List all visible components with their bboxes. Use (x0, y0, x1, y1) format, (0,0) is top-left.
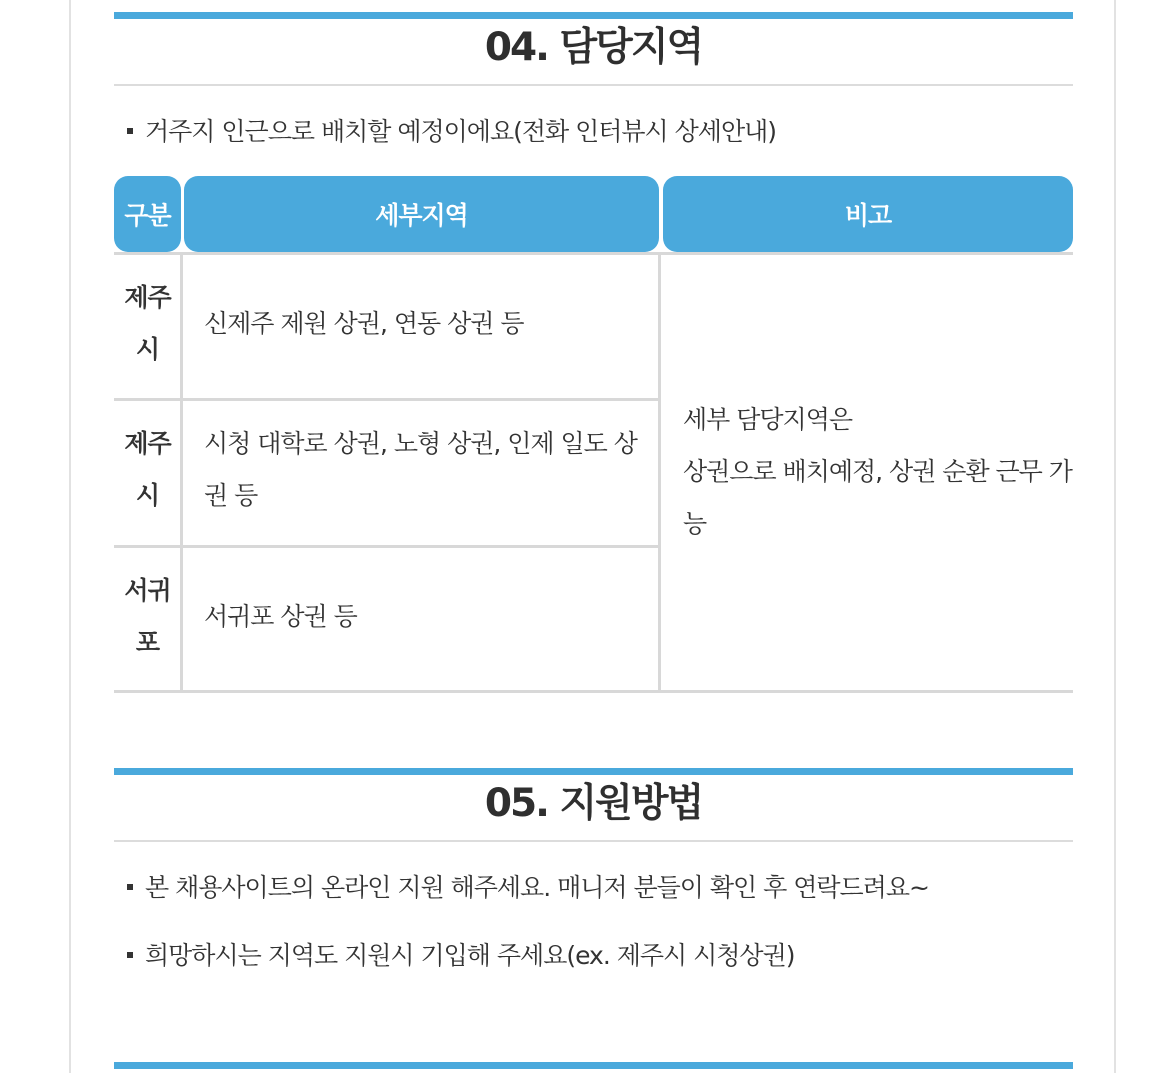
table-line-row-1 (114, 398, 660, 401)
table-row-2-detail: 시청 대학로 상권, 노형 상권, 인제 일도 상권 등 (204, 429, 637, 510)
section-6-top-bar (114, 1062, 1073, 1069)
table-header-detail-area (184, 176, 659, 252)
section-5-bullet-1-text: 본 채용사이트의 온라인 지원 해주세요. 매니저 분들이 확인 후 연락드려요~ (145, 873, 929, 902)
table-line-top (114, 252, 1073, 255)
section-4-rule (114, 84, 1073, 86)
section-4-bullet (127, 114, 776, 150)
table-header-detail-area-label: 세부지역 (375, 201, 468, 230)
table-note: 세부 담당지역은 상권으로 배치예정, 상권 순환 근무 가능 (683, 405, 1072, 538)
table-header-category (114, 176, 181, 252)
section-4-bullet-text: 거주지 인근으로 배치할 예정이에요(전화 인터뷰시 상세안내) (145, 117, 776, 146)
section-4-top-bar (114, 12, 1073, 19)
table-row-1-detail: 신제주 제원 상권, 연동 상권 등 (204, 309, 524, 338)
section-5-title: 05. 지원방법 (484, 781, 703, 826)
section-5-bullet-2-text: 희망하시는 지역도 지원시 기입해 주세요(ex. 제주시 시청상권) (145, 941, 795, 970)
table-row-1-label: 제주 시 (124, 283, 171, 364)
bullet-square-icon (127, 884, 133, 890)
section-5-bullet-2 (127, 938, 794, 974)
section-4-title: 04. 담당지역 (484, 25, 703, 70)
table-line-row-2 (114, 545, 660, 548)
table-row-3-detail: 서귀포 상권 등 (204, 602, 357, 631)
section-5-top-bar (114, 768, 1073, 775)
table-row-3-label: 서귀 포 (124, 576, 171, 657)
section-5-rule (114, 840, 1073, 842)
table-row-2-label: 제주 시 (124, 429, 171, 510)
table-line-bottom (114, 690, 1073, 693)
bullet-square-icon (127, 128, 133, 134)
frame-left-border (69, 0, 71, 1073)
bullet-square-icon (127, 952, 133, 958)
table-header-note-label: 비고 (844, 201, 892, 230)
section-5-bullet-1 (127, 870, 929, 906)
table-header-note (663, 176, 1073, 252)
table-header-category-label: 구분 (124, 201, 171, 230)
frame-right-border (1114, 0, 1116, 1073)
